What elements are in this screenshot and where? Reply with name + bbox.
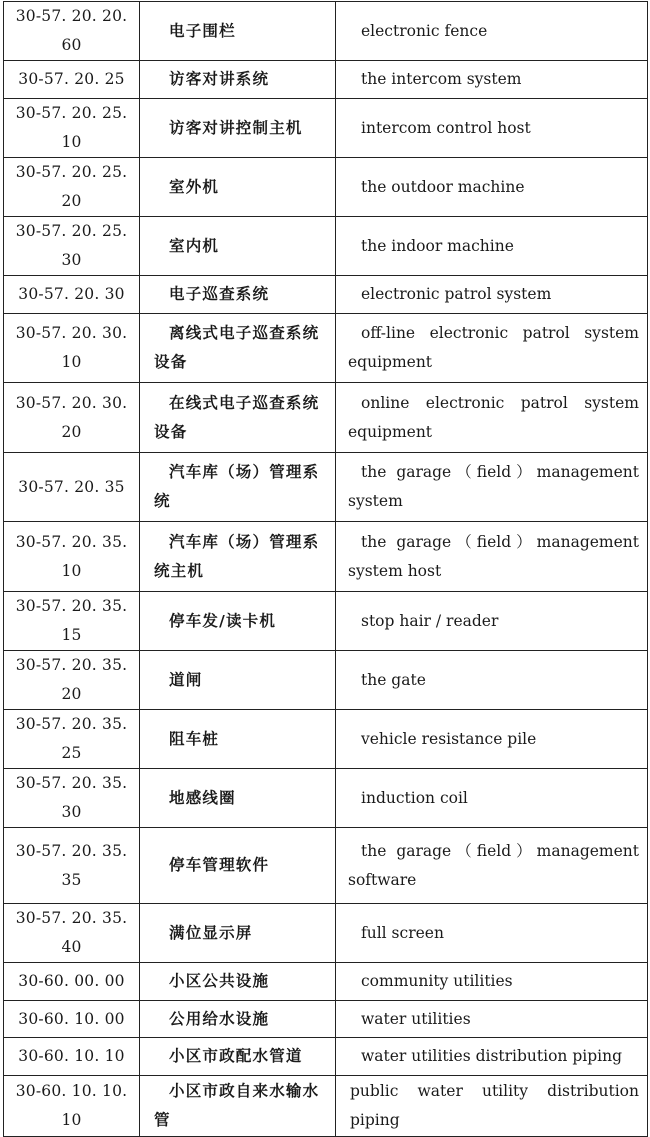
code-cell: 30-57. 20. 25. 30 (4, 217, 140, 276)
english-term-cell: the garage（field）management software (336, 828, 648, 904)
chinese-term-cell: 室内机 (140, 217, 336, 276)
english-term-cell: water utilities (336, 1001, 648, 1038)
table-row (4, 99, 648, 158)
english-term-cell: water utilities distribution piping (336, 1038, 648, 1076)
table-row (4, 904, 648, 963)
english-term-cell: intercom control host (336, 99, 648, 158)
table-row (4, 453, 648, 522)
code-cell: 30-60. 10. 00 (4, 1001, 140, 1038)
english-term-cell: online electronic patrol system equipment (336, 383, 648, 453)
table-row (4, 1001, 648, 1038)
english-term-cell: the intercom system (336, 61, 648, 99)
chinese-term-cell: 电子围栏 (140, 2, 336, 61)
code-cell: 30-60. 00. 00 (4, 963, 140, 1001)
code-cell: 30-57. 20. 25. 10 (4, 99, 140, 158)
table-row (4, 1038, 648, 1076)
chinese-term-cell: 满位显示屏 (140, 904, 336, 963)
chinese-term-cell: 地感线圈 (140, 769, 336, 828)
code-cell: 30-57. 20. 35. 10 (4, 522, 140, 592)
table-row (4, 522, 648, 592)
code-cell: 30-60. 10. 10. 10 (4, 1076, 140, 1137)
english-term-cell: the gate (336, 651, 648, 710)
english-term-cell: vehicle resistance pile (336, 710, 648, 769)
code-cell: 30-57. 20. 35. 15 (4, 592, 140, 651)
code-cell: 30-57. 20. 30. 20 (4, 383, 140, 453)
code-cell: 30-57. 20. 35. 30 (4, 769, 140, 828)
table-row (4, 158, 648, 217)
english-term-cell: the indoor machine (336, 217, 648, 276)
chinese-term-cell: 访客对讲控制主机 (140, 99, 336, 158)
code-cell: 30-57. 20. 30 (4, 276, 140, 314)
table-row (4, 314, 648, 383)
table-row (4, 710, 648, 769)
english-term-cell: off-line electronic patrol system equipment (336, 314, 648, 383)
code-cell: 30-57. 20. 35. 25 (4, 710, 140, 769)
table-row (4, 276, 648, 314)
english-term-cell: community utilities (336, 963, 648, 1001)
chinese-term-cell: 汽车库（场）管理系统主机 (140, 522, 336, 592)
code-cell: 30-60. 10. 10 (4, 1038, 140, 1076)
english-term-cell: electronic patrol system (336, 276, 648, 314)
code-cell: 30-57. 20. 25. 20 (4, 158, 140, 217)
code-cell: 30-57. 20. 25 (4, 61, 140, 99)
table-row (4, 383, 648, 453)
chinese-term-cell: 阻车桩 (140, 710, 336, 769)
english-term-cell: induction coil (336, 769, 648, 828)
chinese-term-cell: 小区市政配水管道 (140, 1038, 336, 1076)
chinese-term-cell: 汽车库（场）管理系统 (140, 453, 336, 522)
table-row (4, 217, 648, 276)
english-term-cell: public water utility distribution piping (336, 1076, 648, 1137)
code-cell: 30-57. 20. 20. 60 (4, 2, 140, 61)
table-row (4, 769, 648, 828)
code-cell: 30-57. 20. 35. 20 (4, 651, 140, 710)
english-term-cell: full screen (336, 904, 648, 963)
table-row (4, 61, 648, 99)
chinese-term-cell: 室外机 (140, 158, 336, 217)
chinese-term-cell: 在线式电子巡查系统设备 (140, 383, 336, 453)
english-term-cell: the garage（field）management system (336, 453, 648, 522)
chinese-term-cell: 停车发/读卡机 (140, 592, 336, 651)
table-row (4, 2, 648, 61)
chinese-term-cell: 电子巡查系统 (140, 276, 336, 314)
english-term-cell: the outdoor machine (336, 158, 648, 217)
english-term-cell: electronic fence (336, 2, 648, 61)
table-row (4, 651, 648, 710)
chinese-term-cell: 停车管理软件 (140, 828, 336, 904)
chinese-term-cell: 小区公共设施 (140, 963, 336, 1001)
table-row (4, 592, 648, 651)
code-cell: 30-57. 20. 35. 35 (4, 828, 140, 904)
english-term-cell: stop hair / reader (336, 592, 648, 651)
code-cell: 30-57. 20. 30. 10 (4, 314, 140, 383)
chinese-term-cell: 道闸 (140, 651, 336, 710)
chinese-term-cell: 公用给水设施 (140, 1001, 336, 1038)
glossary-table (3, 1, 648, 1137)
chinese-term-cell: 访客对讲系统 (140, 61, 336, 99)
chinese-term-cell: 离线式电子巡查系统设备 (140, 314, 336, 383)
table-row (4, 828, 648, 904)
english-term-cell: the garage（field）management system host (336, 522, 648, 592)
table-row (4, 963, 648, 1001)
table-row (4, 1076, 648, 1137)
code-cell: 30-57. 20. 35 (4, 453, 140, 522)
chinese-term-cell: 小区市政自来水输水管 (140, 1076, 336, 1137)
code-cell: 30-57. 20. 35. 40 (4, 904, 140, 963)
